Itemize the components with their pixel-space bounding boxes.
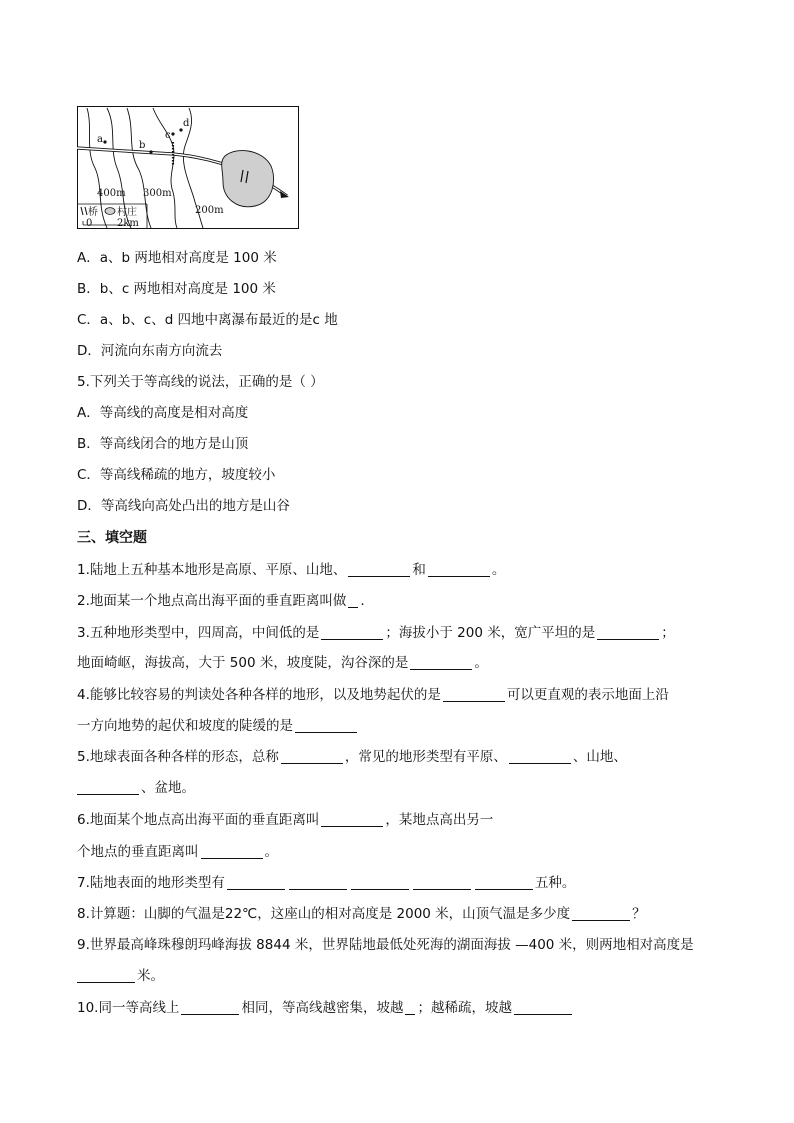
answer-blank[interactable] <box>281 749 343 764</box>
scale-zero-label: 0 <box>86 218 93 229</box>
scale-distance-label: 2km <box>117 218 139 229</box>
fill-q1: 1.陆地上五种基本地形是高原、平原、山地、 和 。 <box>77 562 506 578</box>
contour-400m-label: 400m <box>97 188 126 199</box>
fill-q5-line1: 5.地球表面各种各样的形态，总称 ，常见的地形类型有平原、 、山地、 <box>77 749 627 765</box>
answer-blank[interactable] <box>410 655 472 670</box>
village-area <box>222 151 274 207</box>
fill-q2: 2.地面某一个地点高出海平面的垂直距离叫做 . <box>77 593 365 609</box>
fill-q3-line1: 3.五种地形类型中，四周高，中间低的是 ；海拔小于 200 米，宽广平坦的是 ； <box>77 625 675 641</box>
q4-option-d: D．河流向东南方向流去 <box>77 343 223 359</box>
answer-blank[interactable] <box>597 625 659 640</box>
fill-q5-line2: 、盆地。 <box>77 778 195 798</box>
q4-option-a: A．a、b 两地相对高度是 100 米 <box>77 250 277 266</box>
section-3-title: 三、填空题 <box>77 530 147 546</box>
q5-option-a: A．等高线的高度是相对高度 <box>77 405 249 421</box>
legend-bridge-label: 桥 <box>88 207 98 218</box>
answer-blank[interactable] <box>227 875 285 890</box>
answer-blank[interactable] <box>351 875 409 890</box>
answer-blank[interactable] <box>475 875 533 890</box>
fill-q9-line1: 9.世界最高峰珠穆朗玛峰海拔 8844 米，世界陆地最低处死海的湖面海拔 —400 米，则两地相对高度是 <box>77 937 694 953</box>
answer-blank[interactable] <box>289 875 347 890</box>
fill-q9-line2: 米。 <box>77 966 164 986</box>
legend-village-label: 村庄 <box>117 207 137 218</box>
answer-blank[interactable] <box>413 875 471 890</box>
answer-blank[interactable] <box>428 562 490 577</box>
fill-q4-line1: 4.能够比较容易的判读处各种各样的地形，以及地势起伏的是 可以更直观的表示地面上沿 <box>77 687 669 703</box>
answer-blank[interactable] <box>321 812 383 827</box>
answer-blank[interactable] <box>201 844 263 859</box>
q4-option-c: C．a、b、c、d 四地中离瀑布最近的是c 地 <box>77 312 338 328</box>
point-c-label: c <box>165 130 171 141</box>
q5-stem: 5.下列关于等高线的说法，正确的是（ ） <box>77 374 324 390</box>
q5-option-c: C．等高线稀疏的地方，坡度较小 <box>77 467 276 483</box>
fill-q3-line2: 地面崎岖，海拔高，大于 500 米，坡度陡，沟谷深的是 。 <box>77 655 488 671</box>
village-legend-icon <box>105 208 115 215</box>
fill-q10: 10.同一等高线上 相同，等高线越密集，坡越 ；越稀疏，坡越 <box>77 998 574 1018</box>
point-a-label: a <box>97 134 103 145</box>
fill-q6-line1: 6.地面某个地点高出海平面的垂直距离叫 ，某地点高出另一 <box>77 812 494 828</box>
answer-blank[interactable] <box>572 906 630 921</box>
answer-blank[interactable] <box>77 780 139 795</box>
answer-blank[interactable] <box>181 1000 239 1015</box>
fill-q4-line2: 一方向地势的起伏和坡度的陡缓的是 <box>77 716 359 736</box>
answer-blank[interactable] <box>348 562 410 577</box>
contour-300m-label: 300m <box>143 188 172 199</box>
contour-map-figure <box>77 106 299 229</box>
contour-200m-label: 200m <box>195 205 224 216</box>
q5-option-b: B．等高线闭合的地方是山顶 <box>77 436 249 452</box>
point-b-label: b <box>139 140 146 151</box>
point-d-label: d <box>183 118 190 129</box>
answer-blank[interactable] <box>509 749 571 764</box>
answer-blank[interactable] <box>77 968 135 983</box>
answer-blank[interactable] <box>295 718 357 733</box>
fill-q6-line2: 个地点的垂直距离叫 。 <box>77 844 278 860</box>
fill-q7: 7.陆地表面的地形类型有 五种。 <box>77 875 576 891</box>
q5-option-d: D．等高线向高处凸出的地方是山谷 <box>77 498 290 514</box>
answer-blank[interactable] <box>405 1000 415 1015</box>
q4-option-b: B．b、c 两地相对高度是 100 米 <box>77 281 276 297</box>
fill-q8: 8.计算题：山脚的气温是22℃，这座山的相对高度是 2000 米，山顶气温是多少度 ？ <box>77 906 646 922</box>
answer-blank[interactable] <box>321 625 383 640</box>
answer-blank[interactable] <box>443 687 505 702</box>
answer-blank[interactable] <box>348 593 358 608</box>
answer-blank[interactable] <box>514 1000 572 1015</box>
